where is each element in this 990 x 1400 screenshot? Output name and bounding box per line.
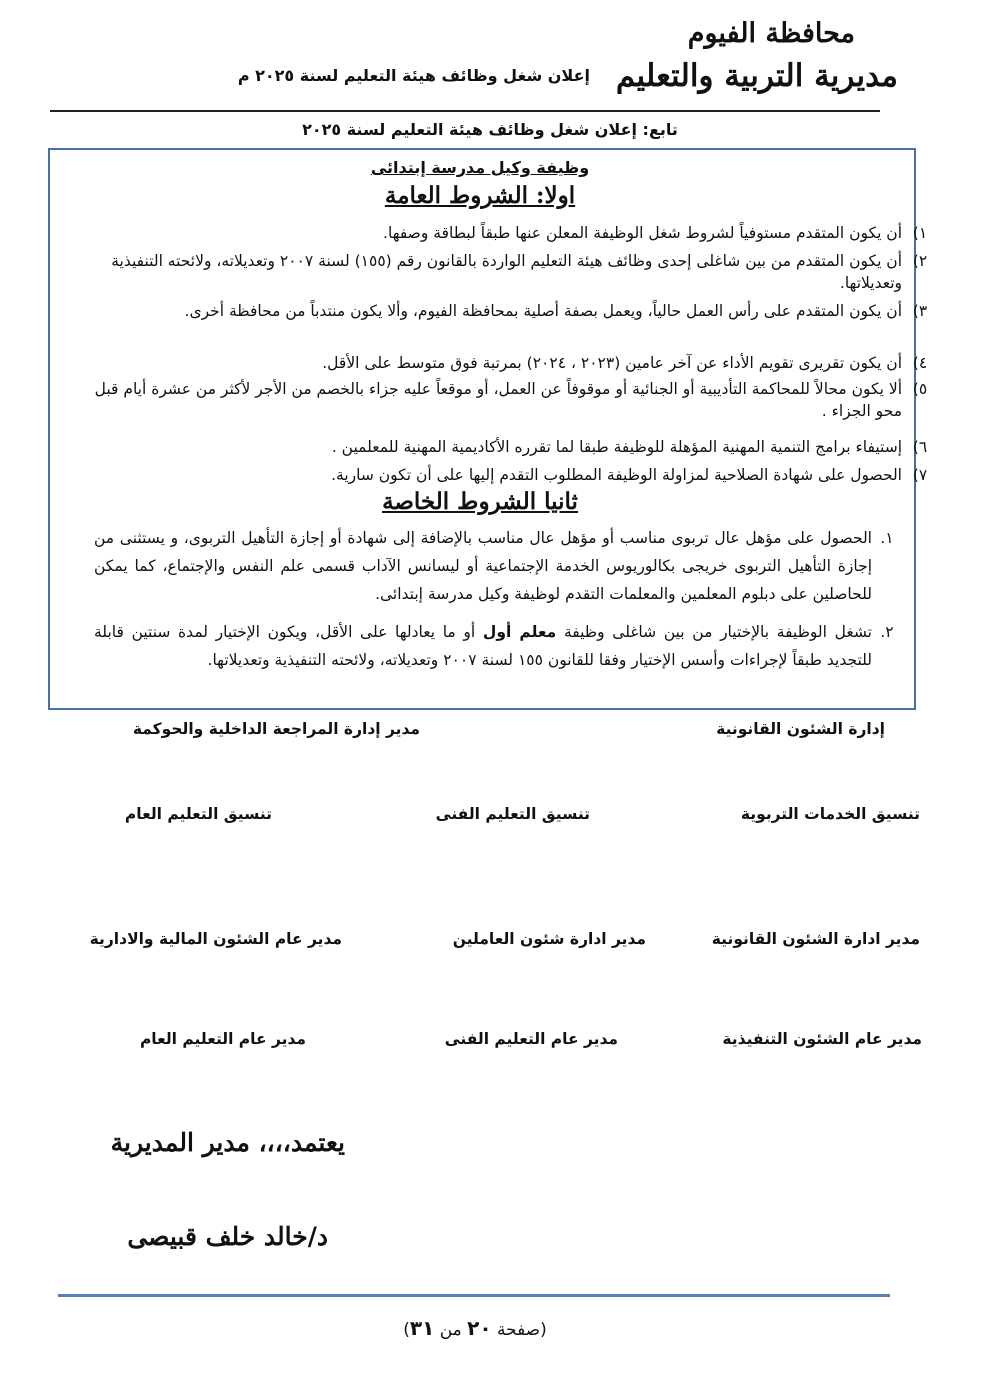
page-prefix: (صفحة — [496, 1320, 547, 1340]
general-condition-4 — [94, 352, 928, 374]
condition-text: الحصول على شهادة الصلاحية لمزاولة الوظيفة المطلوب التقدم إليها على أن تكون سارية. — [331, 466, 902, 484]
condition-number: ٢. — [880, 623, 894, 641]
signature-technical-education-director: مدير عام التعليم الفنى — [444, 1030, 618, 1048]
condition-text: أن يكون تقريرى تقويم الأداء عن آخر عامين (٢٠٢٣ ، ٢٠٢٤) بمرتبة فوق متوسط على الأقل. — [322, 354, 902, 372]
condition-text-bold: معلم أول — [482, 623, 557, 641]
page-current: ٢٠ — [467, 1316, 492, 1340]
general-condition-2 — [94, 250, 928, 294]
general-condition-1 — [94, 222, 928, 244]
general-condition-7 — [94, 464, 928, 486]
condition-number: ٢) — [912, 252, 928, 270]
signature-internal-audit: مدير إدارة المراجعة الداخلية والحوكمة — [132, 720, 420, 738]
condition-text: ألا يكون محالاً للمحاكمة التأديبية أو الجنائية أو موقوفاً عن العمل، أو موقعاً عليه جزاء بالخصم من الأجر لأكثر من عشرة أيام قبل محو الجزاء . — [94, 380, 902, 420]
page-number — [380, 1316, 570, 1340]
footer-divider — [58, 1294, 890, 1297]
condition-text-part: أو ما يعادلها على الأقل، ويكون الإختيار لمدة سنتين قابلة للتجديد طبقاً لإجراءات وأسس الإختيار وفقا للقانون ١٥٥ لسنة ٢٠٠٧ وتعديلاته، ولائحته التنفيذية وتعديلاتها. — [94, 623, 872, 669]
condition-number: ٦) — [912, 438, 928, 456]
signature-general-education-director: مدير عام التعليم العام — [139, 1030, 306, 1048]
condition-number: ٣) — [912, 302, 928, 320]
page-suffix: ) — [403, 1320, 410, 1340]
condition-text: إستيفاء برامج التنمية المهنية المؤهلة للوظيفة طبقا لما تقرره الأكاديمية المهنية للمعلمين . — [331, 438, 902, 456]
header-divider — [50, 110, 880, 112]
general-condition-3 — [94, 300, 928, 322]
condition-number: ٧) — [912, 466, 928, 484]
condition-number: ١. — [880, 529, 894, 547]
general-condition-6 — [94, 436, 928, 458]
special-condition-1 — [94, 524, 894, 608]
special-condition-2 — [94, 618, 894, 674]
directorate-title: مديرية التربية والتعليم — [615, 58, 898, 94]
signature-technical-education-coord: تنسيق التعليم الفنى — [435, 805, 590, 823]
special-conditions-heading: ثانيا الشروط الخاصة — [382, 488, 578, 515]
approval-line: يعتمد،،،، مدير المديرية — [110, 1128, 345, 1157]
condition-text: الحصول على مؤهل عال تربوى مناسب أو مؤهل عال مناسب بالإضافة إلى شهادة أو إجازة التأهيل التربوى، و يستثنى من إجازة التأهيل التربوى خريجى بكالوريوس الخدمة الإجتماعية أو ليسانس الآداب قسمى علم النفس والإجتماع، كما يمكن للحاصلين على دبلوم المعلمين والمعلمات التقدم لوظيفة وكيل مدرسة إبتدائى. — [94, 529, 872, 603]
job-title: وظيفة وكيل مدرسة إبتدائى — [370, 158, 590, 177]
condition-text: أن يكون المتقدم على رأس العمل حالياً، ويعمل بصفة أصلية بمحافظة الفيوم، وألا يكون منتدباً من محافظة أخرى. — [184, 302, 902, 320]
header-announcement: إعلان شغل وظائف هيئة التعليم لسنة ٢٠٢٥ م — [237, 66, 590, 85]
signature-personnel-director: مدير ادارة شئون العاملين — [452, 930, 646, 948]
page-total: ٣١ — [409, 1316, 435, 1340]
condition-number: ٥) — [912, 380, 928, 398]
page-of: من — [439, 1320, 462, 1340]
condition-text-part: تشغل الوظيفة بالإختيار من بين شاغلى وظيفة — [556, 623, 872, 641]
signature-executive-affairs-director: مدير عام الشئون التنفيذية — [722, 1030, 922, 1048]
signature-educational-services: تنسيق الخدمات التربوية — [740, 805, 920, 823]
condition-text: أن يكون المتقدم مستوفياً لشروط شغل الوظيفة المعلن عنها طبقاً لبطاقة وصفها. — [383, 224, 902, 242]
condition-text: أن يكون المتقدم من بين شاغلى إحدى وظائف هيئة التعليم الواردة بالقانون رقم (١٥٥) لسنة ٢٠٠٧ وتعديلاته، ولائحته التنفيذية وتعديلاتها. — [111, 252, 902, 292]
governorate-title: محافظة الفيوم — [687, 18, 855, 49]
signature-finance-admin-director: مدير عام الشئون المالية والادارية — [89, 930, 342, 948]
condition-number: ٤) — [912, 354, 928, 372]
general-conditions-heading: اولا: الشروط العامة — [384, 182, 576, 209]
signature-legal-affairs-director: مدير ادارة الشئون القانونية — [711, 930, 920, 948]
continuation-title: تابع: إعلان شغل وظائف هيئة التعليم لسنة ٢٠٢٥ — [302, 120, 678, 139]
condition-number: ١) — [912, 224, 928, 242]
signature-legal-affairs: إدارة الشئون القانونية — [716, 720, 885, 738]
directorate-manager-name: د/خالد خلف قبيصى — [127, 1222, 328, 1251]
signature-general-education-coord: تنسيق التعليم العام — [124, 805, 272, 823]
general-condition-5 — [94, 378, 928, 422]
